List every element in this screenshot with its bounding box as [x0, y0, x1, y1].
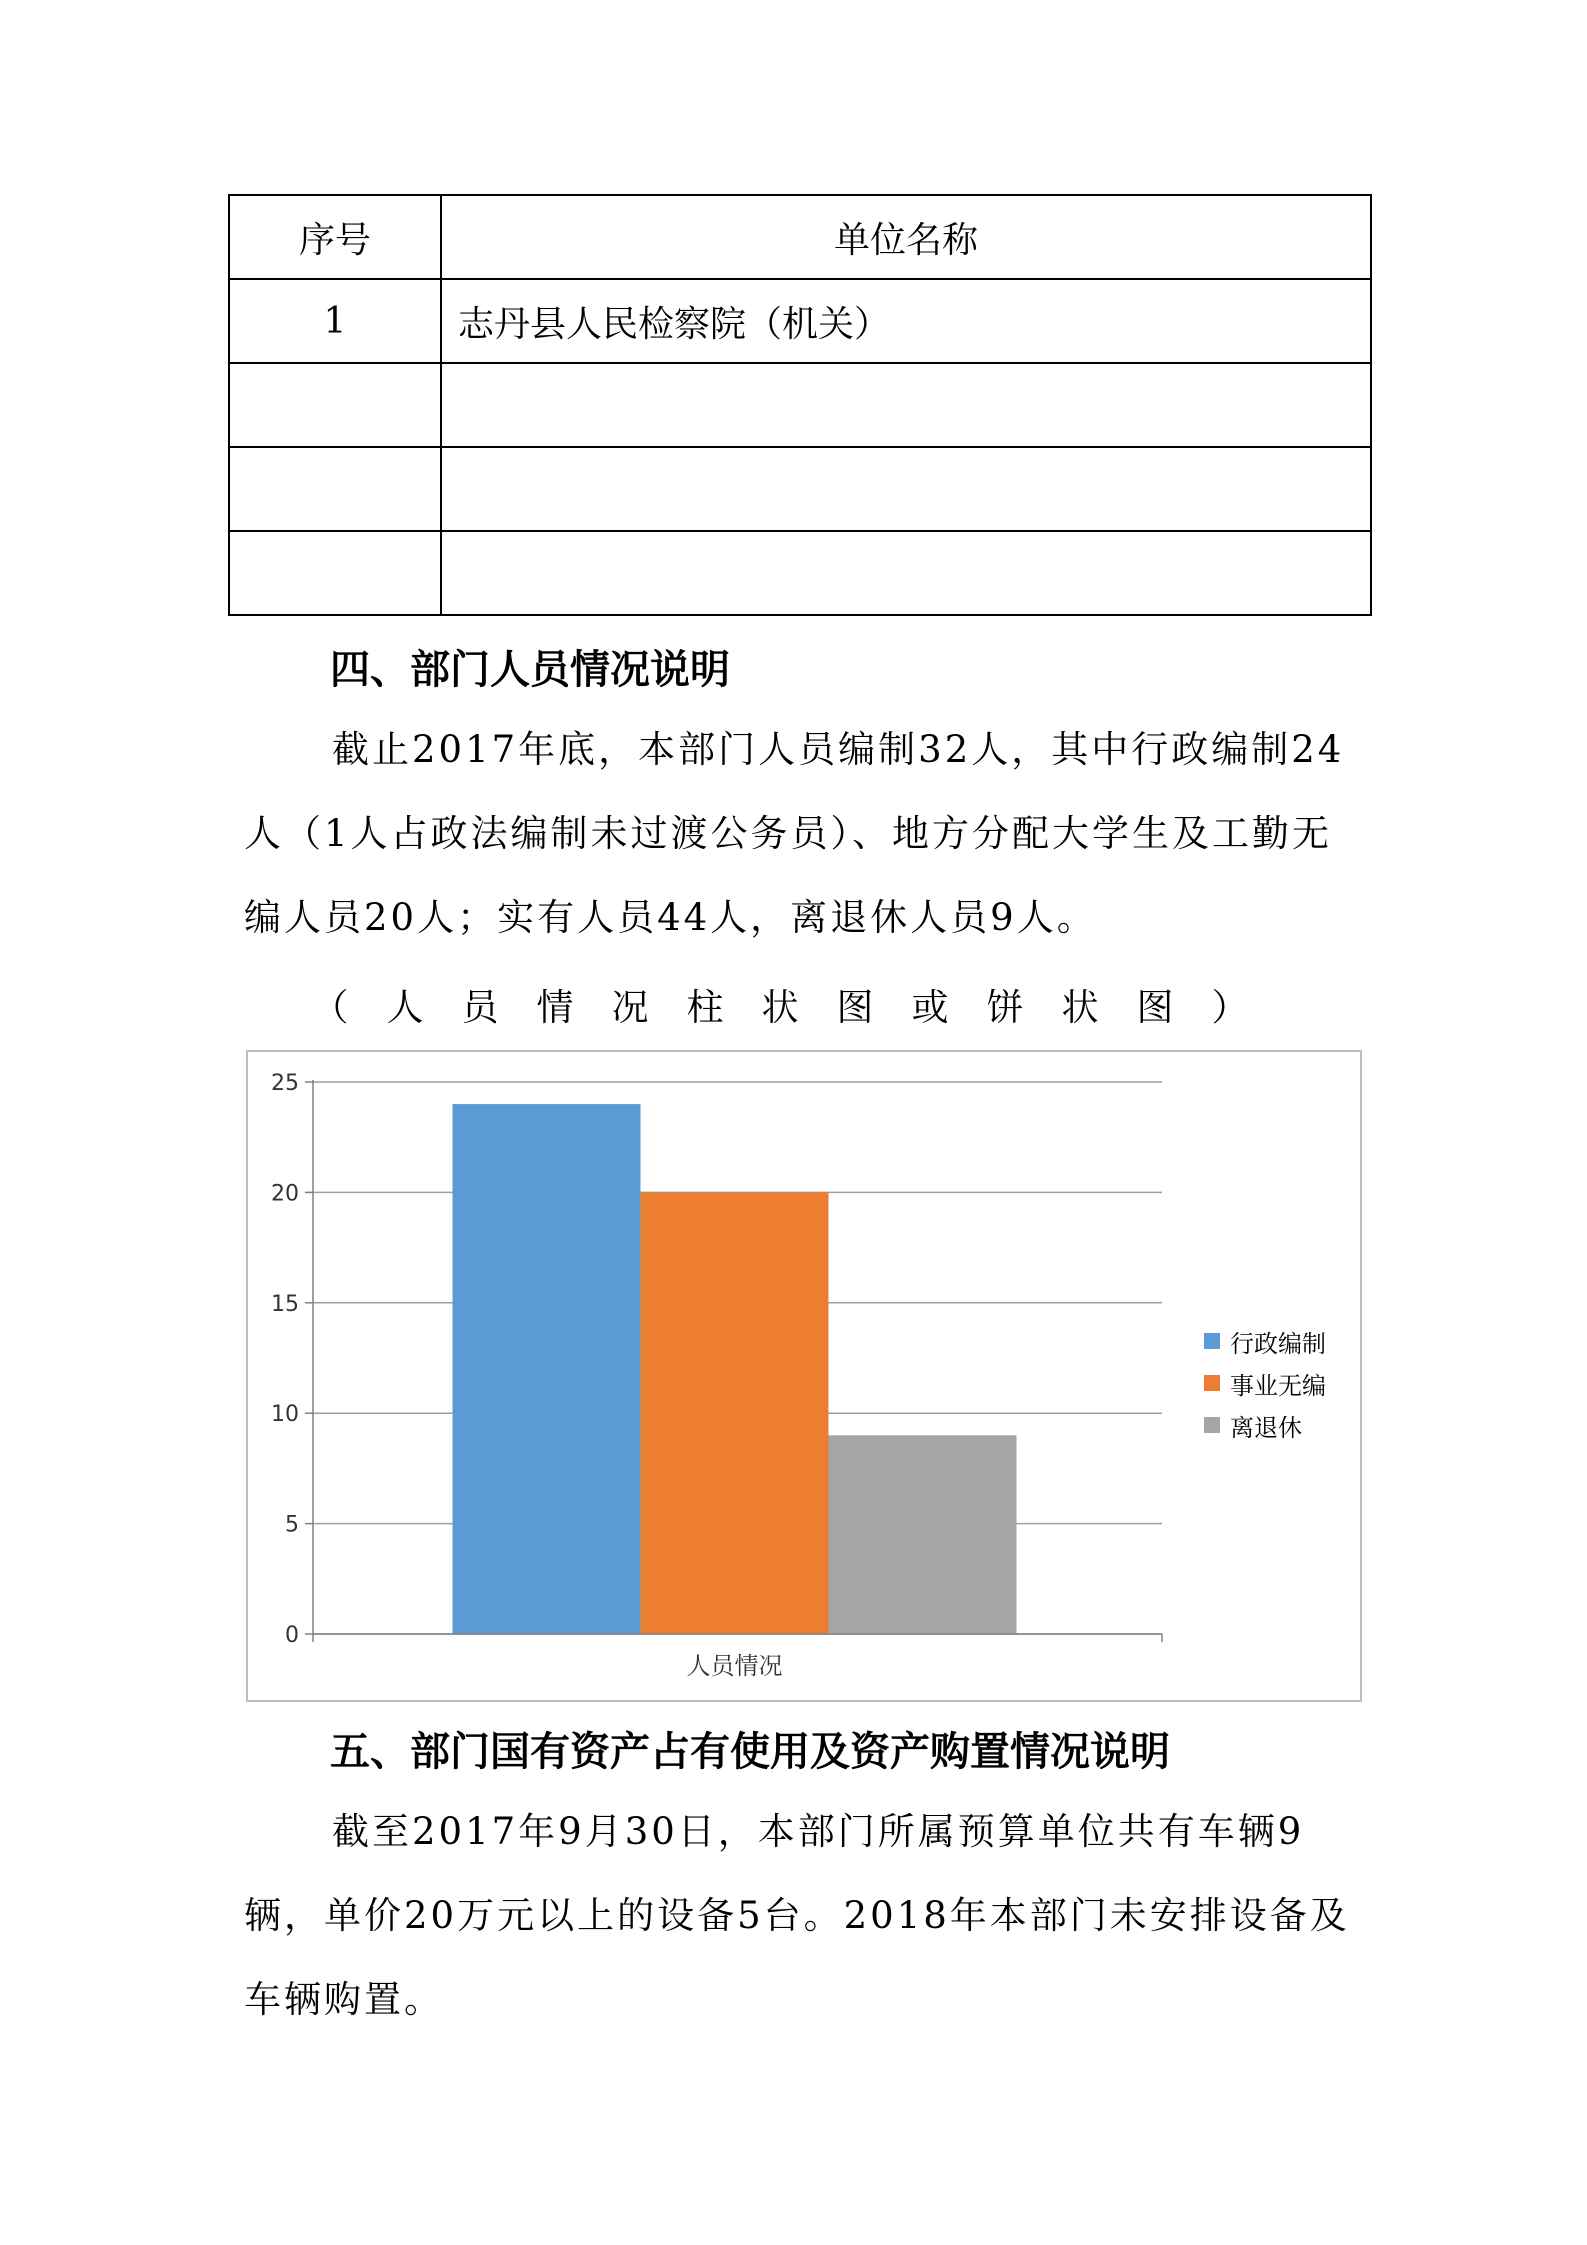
table-header-row: [229, 195, 1371, 279]
section4-heading: 四、部门人员情况说明: [330, 647, 730, 693]
y-tick-label: 15: [271, 1291, 299, 1317]
cell-index: 1: [229, 279, 441, 363]
y-tick-label: 20: [271, 1181, 299, 1207]
legend-label: 事业无编: [1230, 1371, 1326, 1400]
staff-bar-chart: [246, 1050, 1362, 1702]
legend-swatch: [1204, 1375, 1220, 1391]
table-row: [229, 447, 1371, 531]
legend-swatch: [1204, 1417, 1220, 1433]
legend-item: [1204, 1362, 1326, 1404]
bar-3: [829, 1435, 1017, 1634]
legend-swatch: [1204, 1333, 1220, 1349]
legend-label: 行政编制: [1230, 1329, 1326, 1358]
y-tick-label: 25: [271, 1071, 299, 1096]
chart-svg: [248, 1052, 1360, 1700]
cell-unit-name: [441, 363, 1371, 447]
legend-label: 离退休: [1230, 1413, 1302, 1442]
table-row: [229, 531, 1371, 615]
legend-item: [1204, 1404, 1326, 1446]
legend-item: [1204, 1320, 1326, 1362]
bar-2: [641, 1192, 829, 1634]
y-tick-label: 5: [285, 1512, 299, 1538]
cell-index: [229, 531, 441, 615]
chart-legend: [1204, 1320, 1326, 1446]
unit-table: [228, 194, 1372, 616]
section4-paragraph: 截止2017年底，本部门人员编制32人，其中行政编制24人（1人占政法编制未过渡公务员）、地方分配大学生及工勤无编人员20人；实有人员44人，离退休人员9人。: [244, 728, 1345, 939]
table-row: [229, 363, 1371, 447]
header-index: 序号: [229, 195, 441, 279]
x-category-label: 人员情况: [686, 1652, 783, 1680]
chart-caption: （人员情况柱状图或饼状图）: [311, 986, 1287, 1029]
section5-paragraph: 截至2017年9月30日，本部门所属预算单位共有车辆9辆，单价20万元以上的设备5台。2018年本部门未安排设备及车辆购置。: [244, 1810, 1350, 2021]
cell-index: [229, 363, 441, 447]
bar-1: [453, 1104, 641, 1634]
cell-index: [229, 447, 441, 531]
y-tick-label: 10: [271, 1402, 299, 1428]
cell-unit-name: [441, 447, 1371, 531]
table-row: [229, 279, 1371, 363]
header-unit-name: 单位名称: [441, 195, 1371, 279]
y-tick-label: 0: [285, 1623, 299, 1648]
cell-unit-name: [441, 531, 1371, 615]
section5-heading: 五、部门国有资产占有使用及资产购置情况说明: [330, 1729, 1170, 1775]
cell-unit-name: 志丹县人民检察院（机关）: [441, 279, 1371, 363]
